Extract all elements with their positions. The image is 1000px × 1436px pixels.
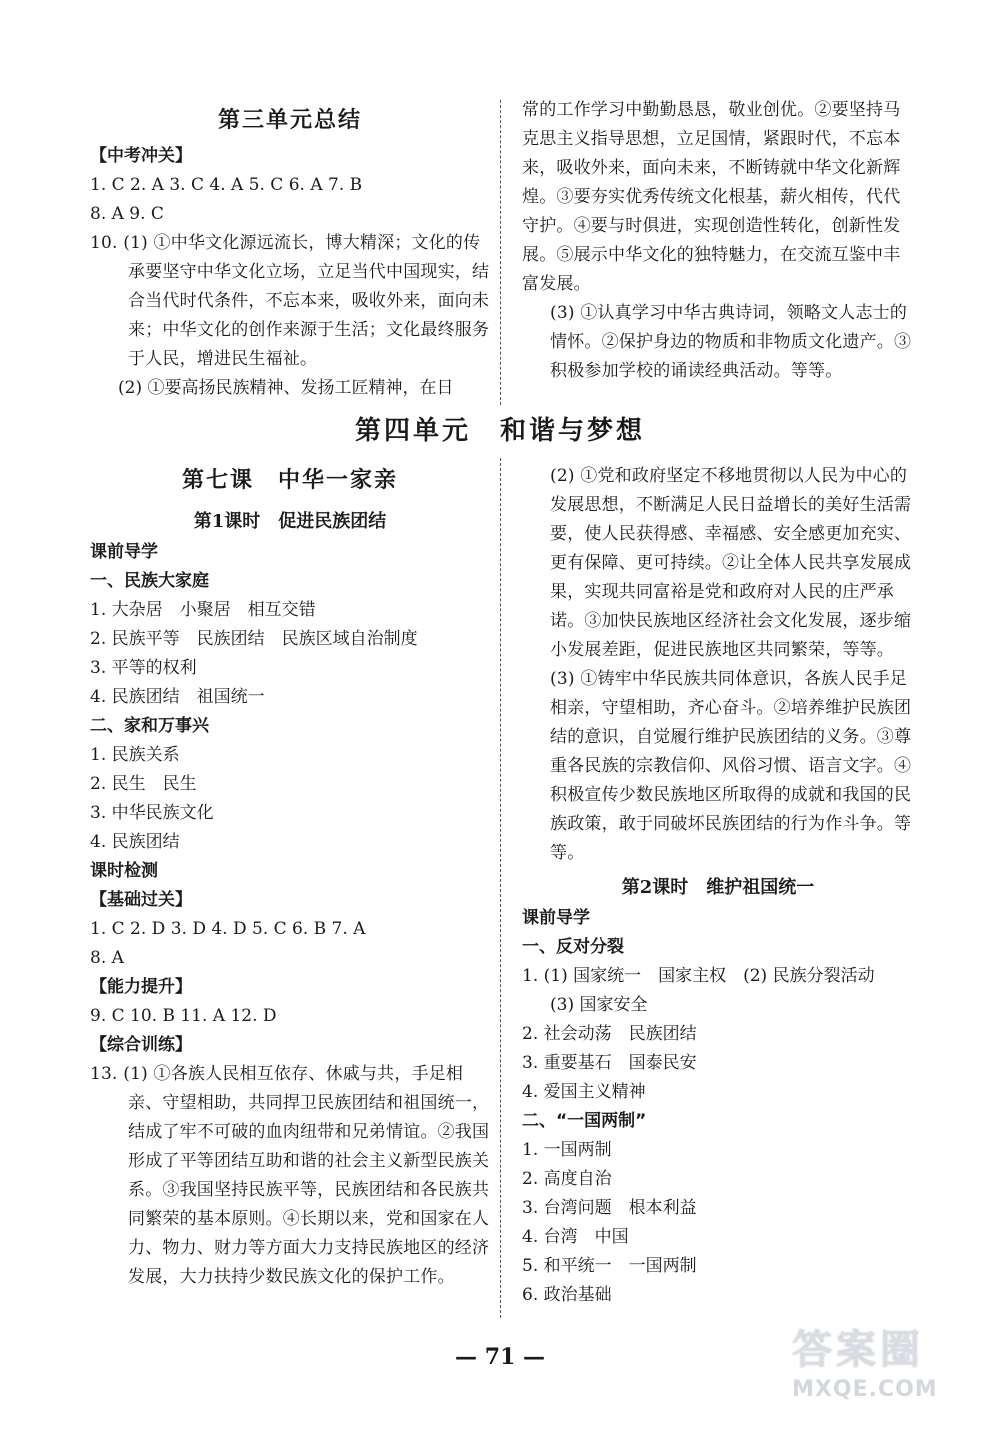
unit3-right-column	[522, 96, 914, 386]
unit3-left-column	[90, 102, 490, 403]
answer-line: 5. 和平统一 一国两制	[522, 1256, 697, 1276]
answer-line: 2. 民生 民生	[90, 774, 197, 794]
answer-line: 6. 政治基础	[522, 1285, 612, 1305]
answer-line: 课前导学	[522, 908, 590, 928]
answer-line: 4. 台湾 中国	[522, 1227, 629, 1247]
answer-line: 课时检测	[90, 861, 158, 881]
answer-line: 1. C 2. D 3. D 4. D 5. C 6. B 7. A	[90, 919, 366, 939]
unit3-q10-part2-start: (2) ①要高扬民族精神、发扬工匠精神，在日	[118, 378, 454, 398]
unit3-q10-part3: (3) ①认真学习中华古典诗词，领略文人志士的情怀。②保护身边的物质和非物质文化遗产。③积极参加学校的诵读经典活动。等等。	[550, 303, 912, 381]
answer-line: 8. A	[90, 948, 124, 968]
lesson7-period1-answers	[90, 538, 490, 1060]
answer-line: 【中考冲关】	[90, 146, 192, 166]
unit4-title: 第四单元 和谐与梦想	[354, 416, 645, 446]
answer-line: 1. C 2. A 3. C 4. A 5. C 6. A 7. B	[90, 175, 363, 195]
watermark-text-en: MXQE.COM	[792, 1377, 938, 1402]
answer-line: 1. 一国两制	[522, 1140, 612, 1160]
unit4-q13-part3: (3) ①铸牢中华民族共同体意识，各族人民手足相亲，守望相助，齐心奋斗。②培养维护民族团结的意识，自觉履行维护民族团结的义务。③尊重各民族的宗教信仰、风俗习惯、语言文字。④积极宣传少数民族地区所取得的成就和我国的民族政策，敢于同破坏民族团结的行为作斗争。等等。	[550, 669, 912, 863]
unit3-q10-part1: 10. (1) ①中华文化源远流长，博大精深；文化的传承要坚守中华文化立场，立足当代中国现实，结合当代时代条件，不忘本来，吸收外来，面向未来；中华文化的创作来源于生活；文化最终服务于人民，增进民生福祉。	[90, 233, 490, 369]
answer-line: 课前导学	[90, 542, 158, 562]
answer-line: (3) 国家安全	[550, 995, 648, 1015]
lesson7-period2-answers	[522, 904, 914, 1310]
answer-line: 2. 民族平等 民族团结 民族区域自治制度	[90, 629, 418, 649]
unit3-q10-part2-continued: 常的工作学习中勤勤恳恳，敬业创优。②要坚持马克思主义指导思想，立足国情，紧跟时代，不忘本来，吸收外来，面向未来，不断铸就中华文化新辉煌。③要夯实优秀传统文化根基，薪火相传，代代守护。④要与时俱进，实现创造性转化，创新性发展。⑤展示中华文化的独特魅力，在交流互鉴中丰富发展。	[522, 100, 901, 294]
answer-line: 1. 民族关系	[90, 745, 180, 765]
unit3-answer-lines	[90, 142, 490, 229]
answer-line: 4. 爱国主义精神	[522, 1082, 646, 1102]
unit4-left-column	[90, 462, 490, 1292]
answer-line: 3. 平等的权利	[90, 658, 197, 678]
answer-line: 一、民族大家庭	[90, 571, 209, 591]
answer-line: 【综合训练】	[90, 1035, 192, 1055]
answer-line: 3. 重要基石 国泰民安	[522, 1053, 697, 1073]
watermark-text-cn: 答案圈	[792, 1327, 924, 1373]
answer-line: 3. 台湾问题 根本利益	[522, 1198, 697, 1218]
answer-line: 4. 民族团结	[90, 832, 180, 852]
answer-line: 1. 大杂居 小聚居 相互交错	[90, 600, 316, 620]
lesson7-period1-title: 第1课时 促进民族团结	[193, 511, 387, 532]
answer-line: 1. (1) 国家统一 国家主权 (2) 民族分裂活动	[522, 966, 875, 986]
answer-line: 2. 社会动荡 民族团结	[522, 1024, 697, 1044]
answer-line: 4. 民族团结 祖国统一	[90, 687, 265, 707]
answer-line: 【能力提升】	[90, 977, 192, 997]
column-divider-top	[500, 100, 501, 405]
answer-line: 9. C 10. B 11. A 12. D	[90, 1006, 277, 1026]
answer-line: 二、“一国两制”	[522, 1111, 647, 1131]
column-divider-bottom	[500, 458, 501, 1318]
answer-line: 3. 中华民族文化	[90, 803, 214, 823]
unit4-q13-part1: 13. (1) ①各族人民相互依存、休戚与共，手足相亲、守望相助，共同捍卫民族团结和祖国统一，结成了牢不可破的血肉纽带和兄弟情谊。②我国形成了平等团结互助和谐的社会主义新型民族关系。③我国坚持民族平等，民族团结和各民族共同繁荣的基本原则。④长期以来，党和国家在人力、物力、财力等方面大力支持民族地区的经济发展，大力扶持少数民族文化的保护工作。	[90, 1064, 490, 1287]
unit4-q13-part2: (2) ①党和政府坚定不移地贯彻以人民为中心的发展思想，不断满足人民日益增长的美好生活需要，使人民获得感、幸福感、安全感更加充实、更有保障、更可持续。②让全体人民共享发展成果，实现共同富裕是党和政府对人民的庄严承诺。③加快民族地区经济社会文化发展，逐步缩小发展差距，促进民族地区共同繁荣，等等。	[550, 466, 912, 660]
answer-line: 2. 高度自治	[522, 1169, 612, 1189]
answer-line: 【基础过关】	[90, 890, 192, 910]
unit4-right-column	[522, 462, 914, 1310]
unit3-title: 第三单元总结	[217, 107, 362, 133]
lesson7-title: 第七课 中华一家亲	[181, 467, 398, 493]
answer-line: 一、反对分裂	[522, 937, 624, 957]
answer-line: 二、家和万事兴	[90, 716, 209, 736]
page-number: — 71 —	[455, 1344, 545, 1370]
lesson7-period2-title: 第2课时 维护祖国统一	[621, 877, 815, 898]
watermark-logo	[792, 1318, 972, 1418]
answer-line: 8. A 9. C	[90, 204, 164, 224]
